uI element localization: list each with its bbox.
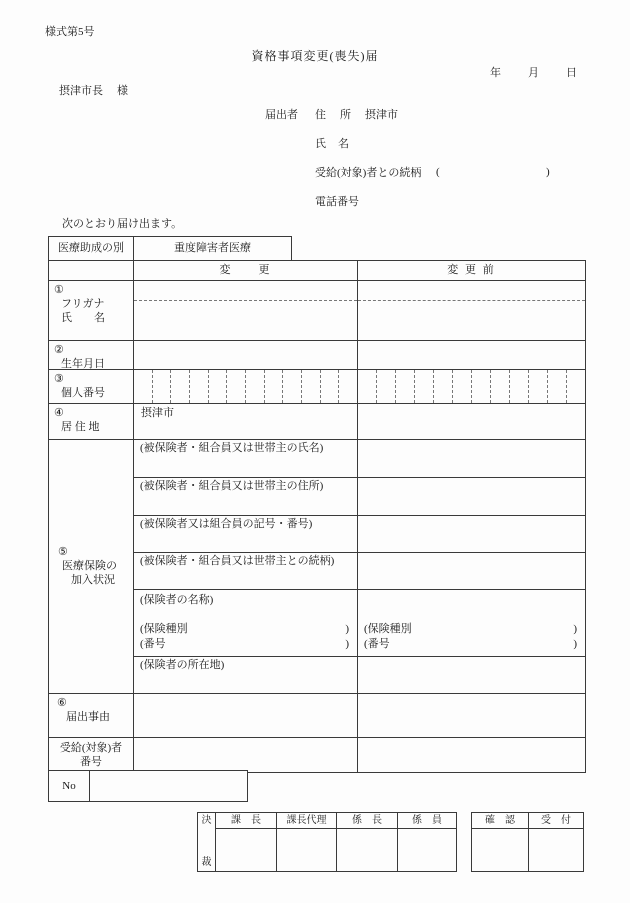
approval-stamp-column (198, 813, 216, 871)
assist-type-value: 重度障害者医療 (174, 242, 251, 254)
field-stamp-reception[interactable] (529, 829, 583, 871)
approval-col-subsection-chief (336, 813, 397, 871)
field-reason-before[interactable] (358, 694, 585, 737)
date-day-label: 日 (566, 67, 577, 79)
field-residence-before[interactable] (358, 404, 585, 439)
insurance-type-label: (保険種別 (140, 623, 188, 636)
digit-cell (509, 370, 528, 403)
row-insurance (49, 440, 585, 694)
row-personal-number (49, 370, 585, 404)
row-residence-text: 居 住 地 (61, 421, 100, 433)
insurance-number-close: ) (345, 638, 349, 651)
field-relation[interactable] (442, 166, 544, 180)
digit-cell (245, 370, 264, 403)
row-name (49, 281, 585, 341)
digit-cell (189, 370, 208, 403)
addressee: 摂津市長 (59, 85, 103, 97)
insurance-type-close: ) (573, 623, 577, 636)
row-recipient-number (49, 738, 585, 772)
row-reason-text: 届出事由 (66, 711, 110, 723)
field-stamp-kacho[interactable] (216, 829, 276, 871)
digit-grid-before (358, 370, 585, 403)
recipient-number-line1: 受給(対象)者 (59, 742, 123, 754)
digit-cell (301, 370, 320, 403)
digit-cell (170, 370, 189, 403)
row-personal-number-number: ③ (54, 373, 64, 385)
digit-cell (433, 370, 452, 403)
row-birthdate (49, 341, 585, 370)
field-insurer-name-change[interactable] (134, 590, 358, 656)
date-year-label: 年 (490, 67, 501, 79)
approval-header-kakariin: 係 員 (398, 813, 456, 829)
row-name-label (49, 281, 134, 340)
row-reason (49, 694, 585, 738)
digit-cell (282, 370, 301, 403)
field-insured-relation-before[interactable] (358, 553, 585, 590)
digit-cell (134, 370, 152, 403)
receipt-table (471, 812, 584, 872)
insured-name-label: (被保険者・組合員又は世帯主の氏名) (134, 440, 358, 477)
address-label-2: 所 (340, 109, 351, 121)
field-no-value[interactable] (90, 771, 247, 801)
row-name-line2: 氏 名 (61, 312, 105, 324)
digit-cell (414, 370, 433, 403)
subrow-relation (134, 553, 585, 591)
field-birthdate-before[interactable] (358, 341, 585, 369)
approval-header-kakaricho: 係 長 (337, 813, 397, 829)
insurance-number-line-change (140, 637, 349, 652)
assist-type-label: 医療助成の別 (49, 237, 134, 260)
insurance-type-label: (保険種別 (364, 623, 412, 636)
receipt-col-confirm (472, 813, 528, 871)
receipt-header-confirm: 確 認 (472, 813, 528, 829)
row-personal-number-text: 個人番号 (61, 387, 105, 399)
digit-grid-change (134, 370, 357, 403)
digit-cell (395, 370, 414, 403)
insurance-type-line-change (140, 622, 349, 637)
assist-type-table (48, 236, 292, 261)
row-reason-label (49, 694, 134, 737)
digit-cell (376, 370, 395, 403)
digit-cell (338, 370, 357, 403)
digit-cell (264, 370, 283, 403)
field-personal-number-change[interactable] (134, 370, 358, 403)
digit-cell (452, 370, 471, 403)
digit-cell (358, 370, 376, 403)
field-stamp-kakariin[interactable] (398, 829, 456, 871)
row-name-line1: フリガナ (61, 298, 105, 310)
approval-stamp-bottom: 裁 (201, 857, 212, 868)
digit-cell (320, 370, 339, 403)
insurance-number-line-before (364, 637, 577, 652)
row-insurance-number: ⑤ (58, 546, 68, 558)
field-name-before[interactable] (358, 281, 585, 340)
digit-cell (528, 370, 547, 403)
row-name-number: ① (54, 284, 64, 296)
approval-table (197, 812, 457, 872)
name-label-1: 氏 (315, 138, 326, 150)
insured-relation-label: (被保険者・組合員又は世帯主との続柄) (134, 553, 358, 590)
recipient-number-line2: 番号 (80, 756, 102, 768)
relation-label: 受給(対象)者との続柄 (315, 167, 422, 179)
field-birthdate-change[interactable] (134, 341, 358, 369)
field-stamp-kacho-dairi[interactable] (277, 829, 336, 871)
field-personal-number-before[interactable] (358, 370, 585, 403)
field-residence-change[interactable] (134, 404, 358, 439)
relation-paren-close: ) (546, 166, 550, 178)
subrow-insurer-name (134, 590, 585, 657)
no-box (48, 770, 248, 802)
addressee-line (59, 86, 128, 97)
field-insurer-name-before[interactable] (358, 590, 585, 656)
intro-text: 次のとおり届け出ます。 (62, 218, 183, 230)
digit-cell (471, 370, 490, 403)
symbol-number-label: (被保険者又は組合員の記号・番号) (134, 516, 358, 552)
insurance-number-label: (番号 (140, 638, 166, 651)
row-recipient-number-label (49, 738, 134, 772)
subrow-symbol-number (134, 516, 585, 553)
receipt-col-reception (528, 813, 583, 871)
row-insurance-text1: 医療保険の (62, 560, 117, 572)
declarer-address-value: 摂津市 (365, 109, 398, 121)
row-residence-number: ④ (54, 407, 64, 419)
insurer-name-label: (保険者の名称) (140, 594, 214, 607)
insurance-type-close: ) (345, 623, 349, 636)
field-symbol-number-before[interactable] (358, 516, 585, 552)
approval-header-kacho-dairi: 課長代理 (277, 813, 336, 829)
field-recipient-number-before[interactable] (358, 738, 585, 772)
row-birthdate-text: 生年月日 (61, 358, 105, 370)
approval-col-section-chief (216, 813, 276, 871)
furigana-separator (358, 281, 585, 301)
address-label-1: 住 (315, 109, 326, 121)
approval-col-deputy-chief (276, 813, 336, 871)
col-header-change: 変 更 (134, 261, 358, 280)
field-insured-address-before[interactable] (358, 478, 585, 515)
digit-cell (208, 370, 227, 403)
field-insured-name-before[interactable] (358, 440, 585, 477)
row-insurance-text2: 加入状況 (71, 574, 115, 586)
relation-paren-open: ( (436, 166, 440, 178)
digit-cell (152, 370, 171, 403)
digit-cell (490, 370, 509, 403)
approval-stamp-top: 決 (201, 815, 212, 826)
field-recipient-number-change[interactable] (134, 738, 358, 772)
row-reason-number: ⑥ (57, 697, 67, 709)
subrow-insurer-location (134, 657, 585, 693)
col-header-before: 変 更 前 (447, 264, 496, 276)
page-title: 資格事項変更(喪失)届 (251, 49, 379, 63)
field-reason-change[interactable] (134, 694, 358, 737)
field-stamp-confirm[interactable] (472, 829, 528, 871)
insurance-number-label: (番号 (364, 638, 390, 651)
digit-cell (226, 370, 245, 403)
row-insurance-label (49, 440, 134, 693)
no-label: No (49, 771, 90, 801)
row-residence-label (49, 404, 134, 439)
receipt-header-reception: 受 付 (529, 813, 583, 829)
approval-col-staff (397, 813, 456, 871)
residence-change-value: 摂津市 (141, 407, 174, 419)
row-birthdate-number: ② (54, 344, 64, 356)
approval-header-kacho: 課 長 (216, 813, 276, 829)
insurance-number-close: ) (573, 638, 577, 651)
main-table (48, 260, 586, 773)
declarer-label: 届出者 (265, 109, 298, 121)
field-name-change[interactable] (134, 281, 358, 340)
furigana-separator (134, 281, 357, 301)
subrow-insured-address (134, 478, 585, 516)
name-label-2: 名 (338, 138, 349, 150)
digit-cell (566, 370, 585, 403)
insurance-type-line-before (364, 622, 577, 637)
subrow-insured-name (134, 440, 585, 478)
form-number: 様式第5号 (45, 26, 95, 38)
header-row (49, 261, 585, 281)
row-birthdate-label (49, 341, 134, 369)
insured-address-label: (被保険者・組合員又は世帯主の住所) (134, 478, 358, 515)
header-blank-cell (49, 261, 134, 280)
digit-cell (547, 370, 566, 403)
field-insurer-location-before[interactable] (358, 657, 585, 693)
date-month-label: 月 (528, 67, 539, 79)
phone-label: 電話番号 (315, 196, 359, 208)
honorific: 様 (117, 85, 128, 97)
insurance-subtable (134, 440, 585, 693)
row-personal-number-label (49, 370, 134, 403)
insurer-location-label: (保険者の所在地) (134, 657, 358, 693)
row-residence (49, 404, 585, 440)
field-stamp-kakaricho[interactable] (337, 829, 397, 871)
